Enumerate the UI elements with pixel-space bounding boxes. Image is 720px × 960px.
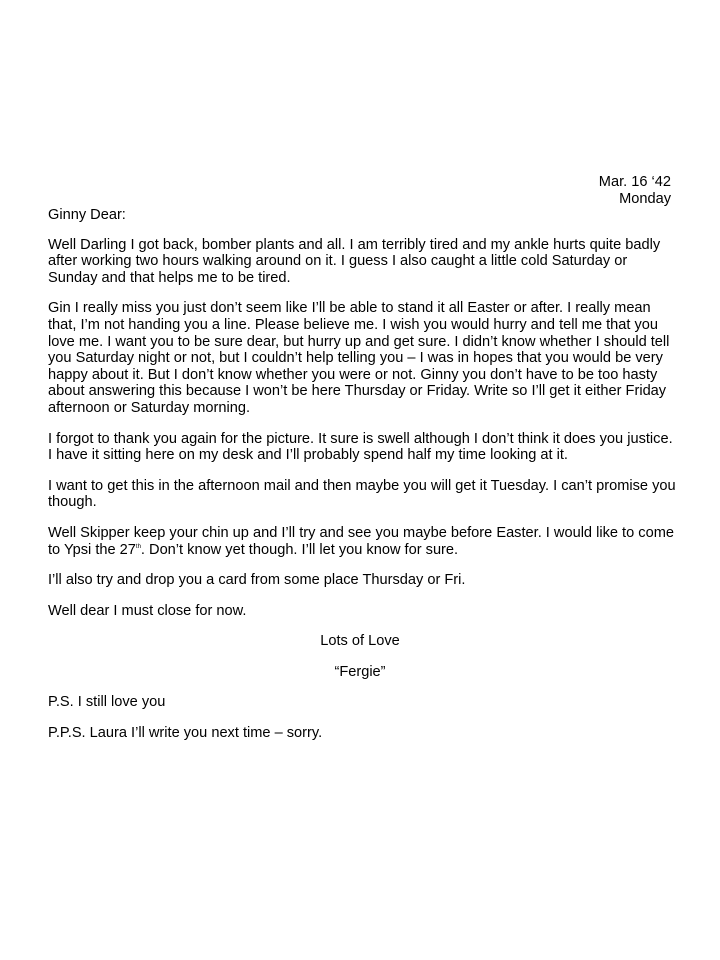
paragraph-ypsi-after: . Don’t know yet though. I’ll let you know for sure. — [140, 541, 459, 558]
greeting: Ginny Dear: — [48, 207, 126, 223]
signature: “Fergie” — [334, 663, 386, 680]
paragraph-picture: I forgot to thank you again for the picture. It sure is swell although I don’t think it does you justice. I have it sitting here on my desk and I’ll probably spend half my time looking at it. — [48, 430, 673, 464]
letter-weekday: Monday — [619, 191, 671, 207]
post-postscript: P.P.S. Laura I’ll write you next time – sorry. — [48, 725, 323, 742]
paragraph-ypsi — [48, 525, 680, 558]
paragraph-ypsi-before: Well Skipper keep your chin up and I’ll try and see you maybe before Easter. I would like to come to Ypsi the 27 — [48, 524, 674, 558]
paragraph-miss-you: Gin I really miss you just don’t seem like I’ll be able to stand it all Easter or after. I really mean that, I’m not handing you a line. Please believe me. I wish you would hurry and tell me that you love me. I want you to be sure dear, but hurry up and get sure. I didn’t know whether I should tell you Saturday night or not, but I couldn’t help telling you – I was in hopes that you would be very happy about it. But I don’t know whether you were or not. Ginny you don’t have to be too hasty about answering this because I won’t be here Thursday or Friday. Write so I’ll get it either Friday afternoon or Saturday morning. — [48, 300, 670, 416]
letter-body — [48, 207, 680, 756]
paragraph-return: Well Darling I got back, bomber plants and all. I am terribly tired and my ankle hurts quite badly after working two hours walking around on it. I guess I also caught a little cold Saturday or Sunday and that helps me to be tired. — [48, 236, 661, 286]
sign-off: Lots of Love — [320, 633, 400, 650]
paragraph-card: I’ll also try and drop you a card from some place Thursday or Fri. — [48, 572, 466, 589]
letter-date: Mar. 16 ‘42 — [598, 174, 671, 190]
date-block — [599, 174, 671, 208]
ordinal-superscript: th — [135, 543, 141, 550]
postscript: P.S. I still love you — [48, 694, 166, 711]
paragraph-closing: Well dear I must close for now. — [48, 602, 247, 619]
paragraph-mail: I want to get this in the afternoon mail and then maybe you will get it Tuesday. I can’t promise you though. — [48, 477, 676, 511]
